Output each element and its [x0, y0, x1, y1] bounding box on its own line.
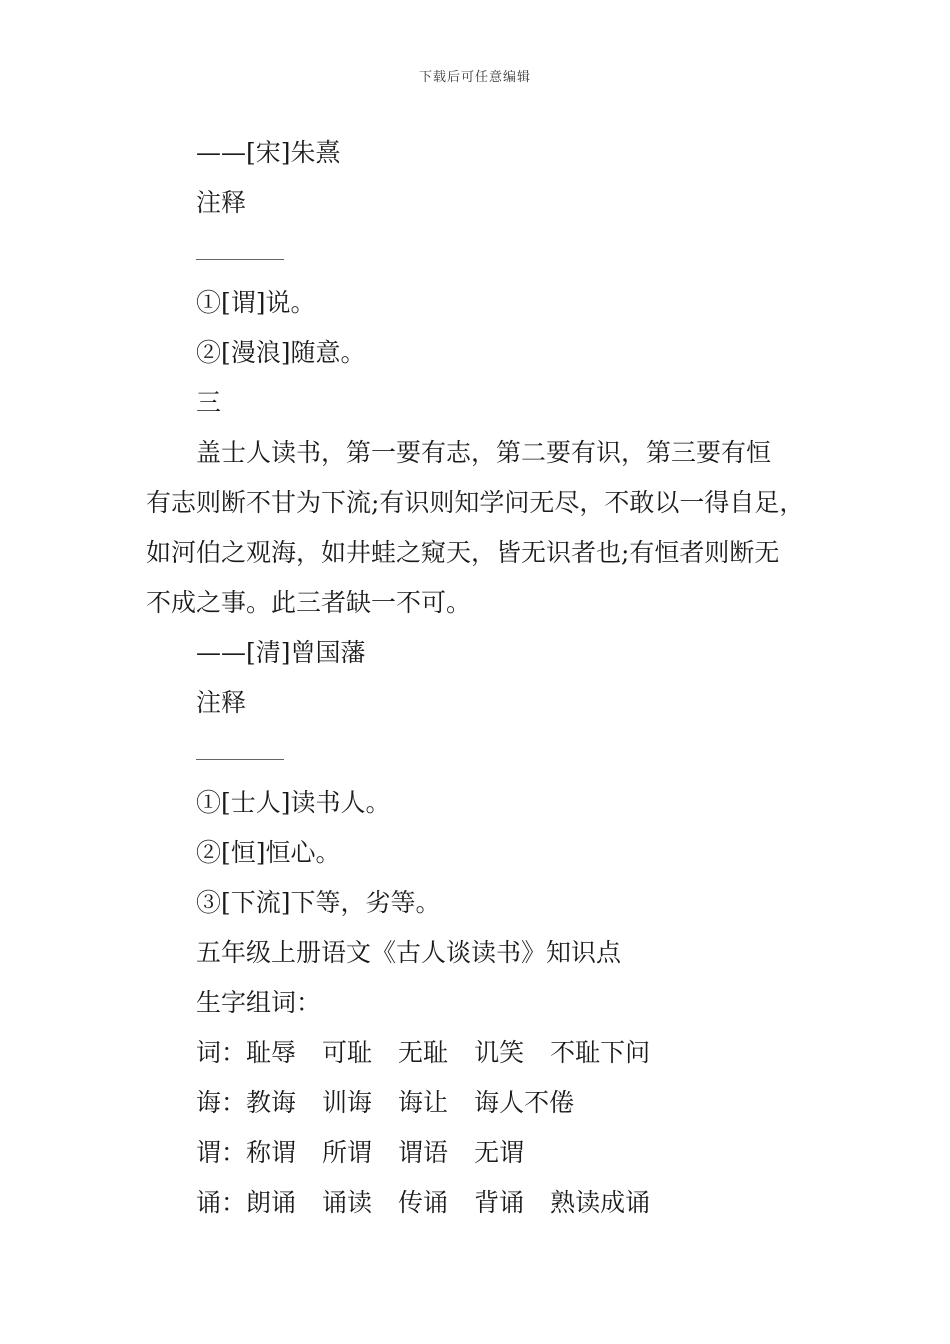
passage-line: 有志则断不甘为下流;有识则知学问无尽，不敢以一得自足，	[146, 488, 805, 517]
vocab-char: 谓：	[196, 1138, 247, 1167]
vocab-word: 诲让	[398, 1088, 449, 1117]
vocab-char: 诲：	[196, 1088, 247, 1117]
vocab-word: 无耻	[398, 1038, 449, 1067]
passage-line: 盖士人读书，第一要有志，第二要有识，第三要有恒	[196, 438, 772, 467]
vocab-label: 生字组词：	[196, 988, 322, 1017]
vocab-word: 不耻下问	[550, 1038, 651, 1067]
vocab-word: 教诲	[246, 1088, 297, 1117]
vocab-row	[146, 1178, 826, 1228]
note-item: ①[士人]读书人。	[196, 788, 391, 817]
vocab-word: 熟读成诵	[550, 1188, 651, 1217]
vocab-row	[146, 1128, 826, 1178]
notes-label: 注释	[196, 688, 247, 717]
vocab-word: 诲人不倦	[474, 1088, 575, 1117]
vocab-word: 朗诵	[246, 1188, 297, 1217]
notes-label: 注释	[196, 188, 247, 217]
section-number: 三	[196, 388, 222, 417]
vocab-char: 诵：	[196, 1188, 247, 1217]
author-zhu-xi: ——[宋]朱熹	[196, 138, 341, 167]
vocab-char: 词：	[196, 1038, 247, 1067]
vocab-word: 无谓	[474, 1138, 525, 1167]
vocab-word: 诵读	[322, 1188, 373, 1217]
knowledge-title: 五年级上册语文《古人谈读书》知识点	[196, 938, 622, 967]
vocab-word: 耻辱	[246, 1038, 297, 1067]
vocab-word: 背诵	[474, 1188, 525, 1217]
notes-divider	[146, 228, 826, 278]
vocab-row	[146, 1028, 826, 1078]
vocab-word: 可耻	[322, 1038, 373, 1067]
vocab-row	[146, 1078, 826, 1128]
vocab-word: 传诵	[398, 1188, 449, 1217]
note-item: ③[下流]下等，劣等。	[196, 888, 441, 917]
document-body	[146, 128, 826, 1228]
page-header: 下载后可任意编辑	[418, 70, 531, 85]
notes-divider	[146, 728, 826, 778]
passage-line: 如河伯之观海，如井蛙之窥天，皆无识者也;有恒者则断无	[146, 538, 780, 567]
note-item: ②[漫浪]随意。	[196, 338, 366, 367]
vocab-word: 所谓	[322, 1138, 373, 1167]
vocab-word: 称谓	[246, 1138, 297, 1167]
vocab-word: 谓语	[398, 1138, 449, 1167]
passage-line: 不成之事。此三者缺一不可。	[146, 588, 472, 617]
note-item: ②[恒]恒心。	[196, 838, 341, 867]
note-item: ①[谓]说。	[196, 288, 316, 317]
vocab-word: 训诲	[322, 1088, 373, 1117]
vocab-word: 讥笑	[474, 1038, 525, 1067]
author-zeng-guofan: ——[清]曾国藩	[196, 638, 366, 667]
